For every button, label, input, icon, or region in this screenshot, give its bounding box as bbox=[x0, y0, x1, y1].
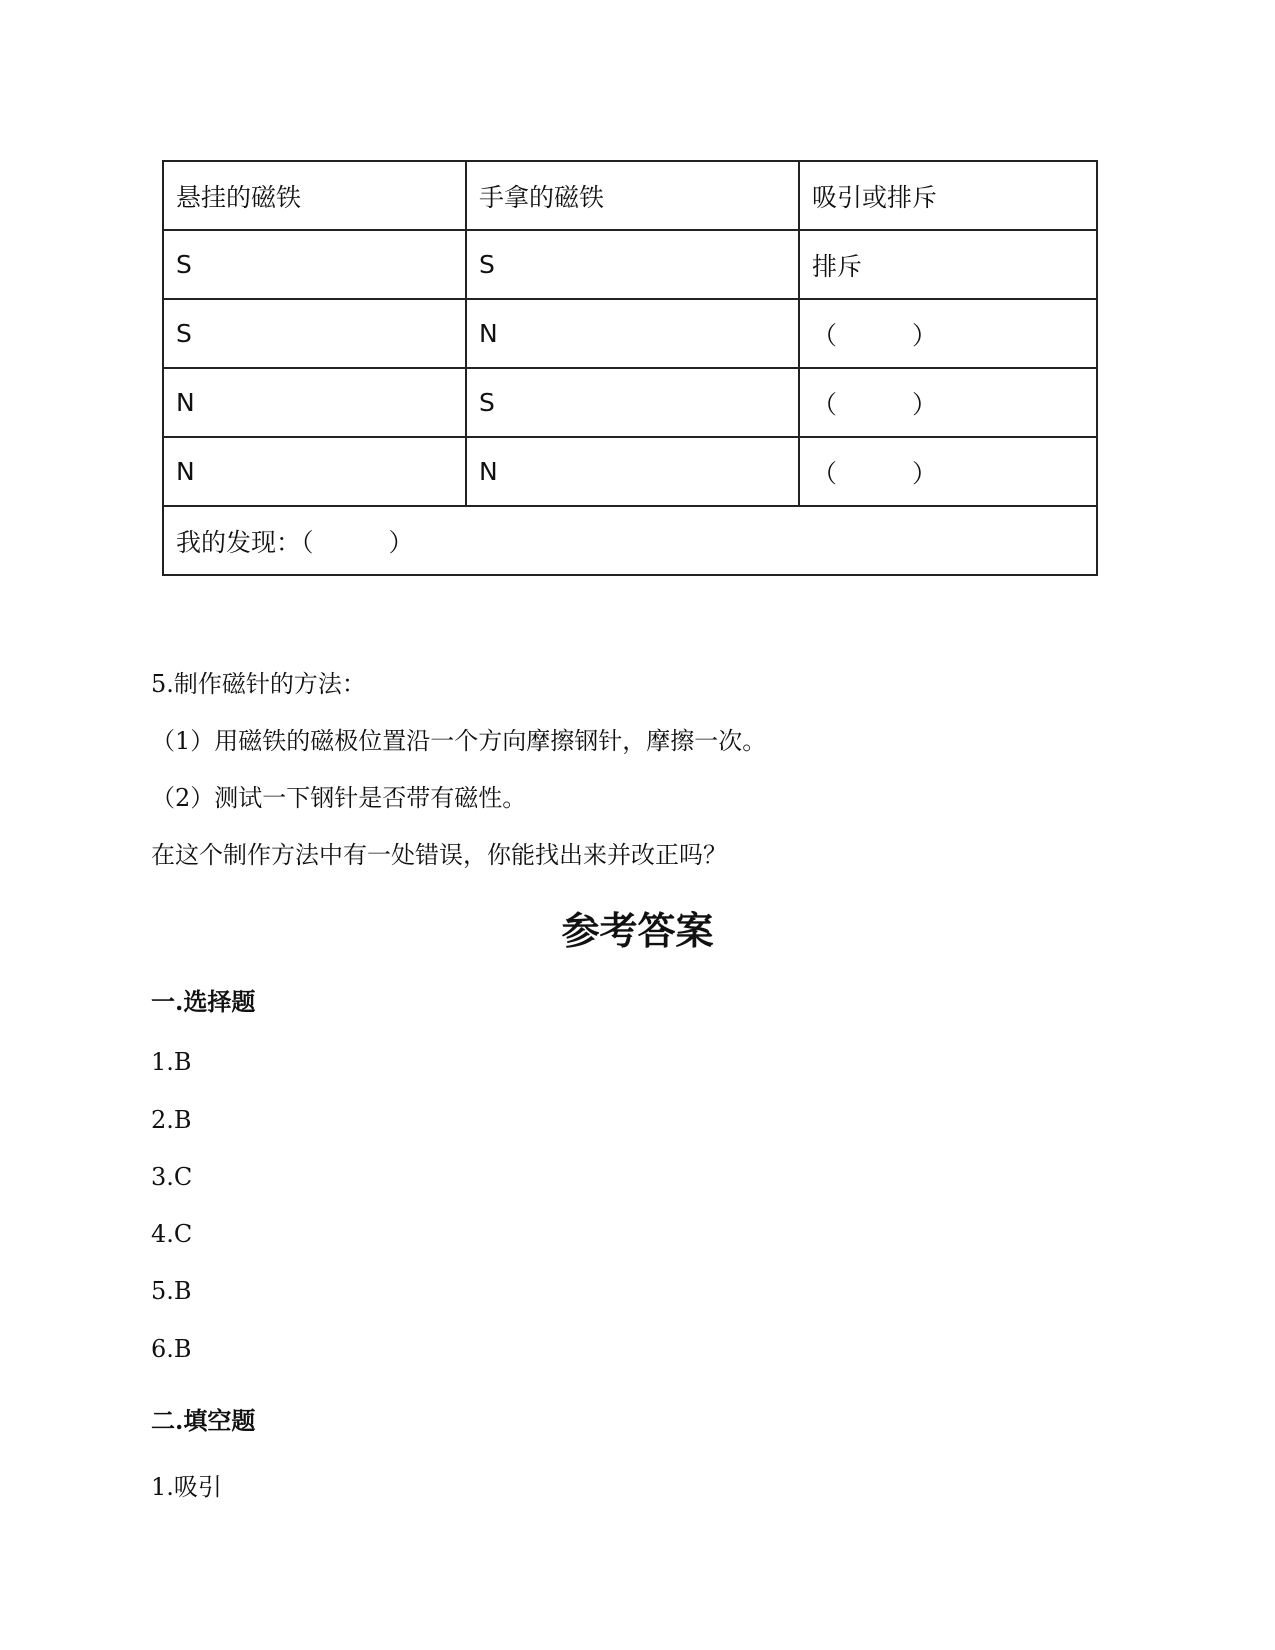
table-cell: S bbox=[163, 230, 466, 299]
answer-item: 1.吸引 bbox=[151, 1473, 222, 1501]
table-row bbox=[163, 299, 1097, 368]
table-cell: S bbox=[163, 299, 466, 368]
answer-item: 4.C bbox=[151, 1220, 193, 1248]
header-attract-or-repel: 吸引或排斥 bbox=[799, 161, 1097, 230]
question-5-prompt: 在这个制作方法中有一处错误，你能找出来并改正吗？ bbox=[151, 841, 727, 869]
question-5-step-1: （1）用磁铁的磁极位置沿一个方向摩擦钢针，摩擦一次。 bbox=[151, 727, 767, 755]
header-hanging-magnet: 悬挂的磁铁 bbox=[163, 161, 466, 230]
answer-item: 5.B bbox=[151, 1277, 192, 1305]
table-cell: 排斥 bbox=[799, 230, 1097, 299]
table-cell: S bbox=[466, 368, 799, 437]
table-cell: （ ） bbox=[799, 368, 1097, 437]
table-header-row bbox=[163, 161, 1097, 230]
answer-item: 2.B bbox=[151, 1106, 192, 1134]
table-cell: N bbox=[163, 368, 466, 437]
table-row bbox=[163, 437, 1097, 506]
question-5-title: 5.制作磁针的方法： bbox=[151, 670, 366, 698]
table-cell: （ ） bbox=[799, 437, 1097, 506]
section-fill-in-title: 二.填空题 bbox=[151, 1406, 256, 1435]
header-handheld-magnet: 手拿的磁铁 bbox=[466, 161, 799, 230]
table-cell: N bbox=[466, 299, 799, 368]
table-row bbox=[163, 368, 1097, 437]
answer-item: 6.B bbox=[151, 1335, 192, 1363]
answers-heading: 参考答案 bbox=[561, 908, 714, 953]
answer-item: 1.B bbox=[151, 1048, 192, 1076]
my-finding-cell: 我的发现：（ ） bbox=[163, 506, 1097, 575]
section-multiple-choice-title: 一.选择题 bbox=[151, 987, 256, 1016]
table-cell: S bbox=[466, 230, 799, 299]
table-cell: N bbox=[466, 437, 799, 506]
answer-item: 3.C bbox=[151, 1163, 193, 1191]
question-5-step-2: （2）测试一下钢针是否带有磁性。 bbox=[151, 784, 527, 812]
table-cell: （ ） bbox=[799, 299, 1097, 368]
table-cell: N bbox=[163, 437, 466, 506]
magnet-experiment-table bbox=[162, 160, 1098, 576]
table-footer-row bbox=[163, 506, 1097, 575]
table-row bbox=[163, 230, 1097, 299]
